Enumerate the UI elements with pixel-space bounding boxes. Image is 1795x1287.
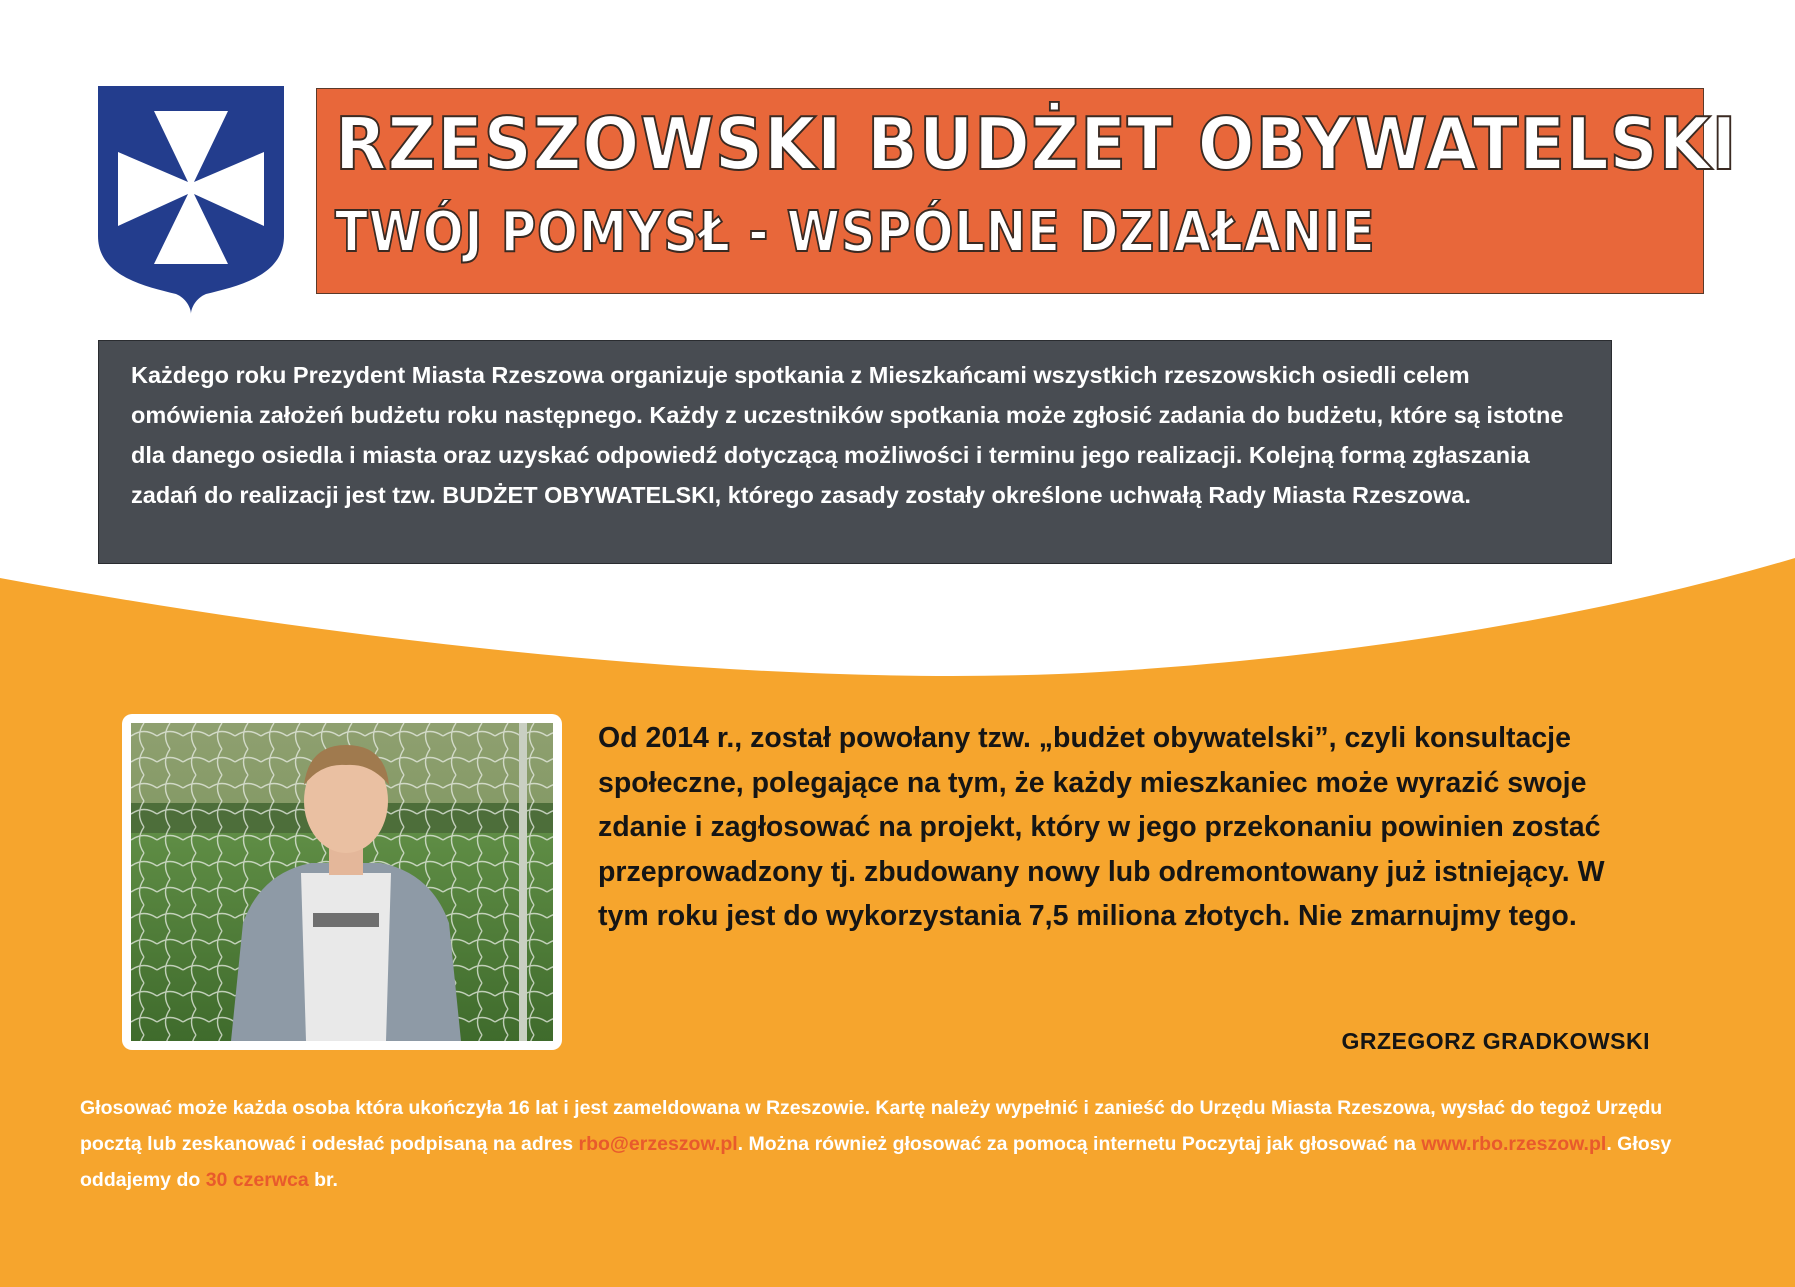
intro-panel [98, 340, 1612, 564]
voting-info-part3: . Głosy oddajemy do [80, 1133, 1672, 1191]
portrait-photo-frame [122, 714, 562, 1050]
website-link[interactable]: www.rbo.rzeszow.pl [1421, 1133, 1607, 1155]
voting-info-part1: Głosować może każda osoba która ukończyła 16 lat i jest zameldowana w Rzeszowie. Kartę należy wypełnić i zanieść do Urzędu Miasta Rzeszowa, wysłać do tegoż Urzędu pocztą lub zeskanować i odesłać podpisaną na adres [80, 1097, 1663, 1155]
deadline-date: 30 czerwca [205, 1169, 309, 1191]
portrait-photo [131, 723, 553, 1041]
contact-email-link[interactable]: rbo@erzeszow.pl [578, 1133, 738, 1155]
city-coat-of-arms-cross-icon [98, 86, 284, 314]
voting-info [80, 1090, 1720, 1198]
intro-text: Każdego roku Prezydent Miasta Rzeszowa organizuje spotkania z Mieszkańcami wszystkich rzeszowskich osiedli celem omówienia założeń budżetu roku następnego. Każdy z uczestników spotkania może zgłosić zadania do budżetu, które są istotne dla danego osiedla i miasta oraz uzyskać odpowiedź dotyczącą możliwości i terminu jego realizacji. Kolejną formą zgłaszania zadań do realizacji jest tzw. BUDŻET OBYWATELSKI, którego zasady zostały określone uchwałą Rady Miasta Rzeszowa. [131, 362, 1564, 508]
quote-text: Od 2014 r., został powołany tzw. „budżet obywatelski”, czyli konsultacje społeczne, polegające na tym, że każdy mieszkaniec może wyrazić swoje zdanie i zagłosować na projekt, który w jego przekonaniu powinien zostać przeprowadzony tj. zbudowany nowy lub odremontowany już istniejący. W tym roku jest do wykorzystania 7,5 miliona złotych. Nie zmarnujmy tego. [598, 722, 1605, 932]
quote-author: GRZEGORZ GRADKOWSKI [1341, 1028, 1650, 1054]
page-subtitle: TWÓJ POMYSŁ - WSPÓLNE DZIAŁANIE [335, 200, 1376, 265]
voting-info-part2: . Można również głosować za pomocą internetu Poczytaj jak głosować na [737, 1133, 1422, 1155]
page-title: RZESZOWSKI BUDŻET OBYWATELSKI [335, 102, 1738, 186]
voting-info-part4: br. [308, 1169, 338, 1191]
title-banner [316, 88, 1738, 294]
